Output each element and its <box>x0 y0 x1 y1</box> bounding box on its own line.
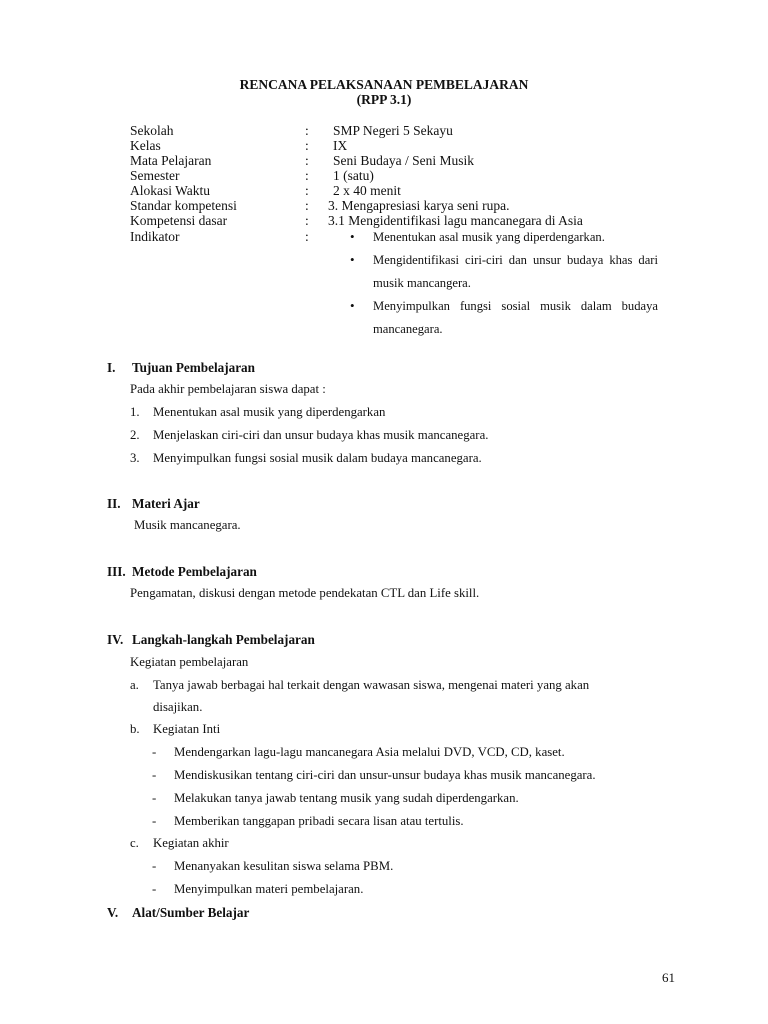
item-text: Menyimpulkan fungsi sosial musik dalam budaya mancanegara. <box>153 451 482 465</box>
section-title: Alat/Sumber Belajar <box>132 905 250 920</box>
langkah-intro: Kegiatan pembelajaran <box>130 655 249 669</box>
item-number: 2. <box>130 428 140 442</box>
item-text: Memberikan tanggapan pribadi secara lisan atau tertulis. <box>174 814 464 828</box>
colon: : <box>305 153 309 168</box>
colon: : <box>305 213 309 228</box>
section-heading-alat <box>107 905 249 921</box>
section-title: Materi Ajar <box>132 496 200 511</box>
section-number: I. <box>107 360 116 375</box>
identity-value: 3. Mengapresiasi karya seni rupa. <box>328 198 510 213</box>
item-text: Menanyakan kesulitan siswa selama PBM. <box>174 859 394 873</box>
materi-text: Musik mancanegara. <box>134 518 241 532</box>
item-text: Melakukan tanya jawab tentang musik yang sudah diperdengarkan. <box>174 791 519 805</box>
identity-value: Seni Budaya / Seni Musik <box>333 153 474 168</box>
section-title: Metode Pembelajaran <box>132 564 257 579</box>
colon: : <box>305 183 309 198</box>
colon: : <box>305 229 309 244</box>
identity-label: Semester <box>130 168 180 183</box>
identity-label: Kelas <box>130 138 161 153</box>
metode-text: Pengamatan, diskusi dengan metode pendekatan CTL dan Life skill. <box>130 586 480 600</box>
colon: : <box>305 168 309 183</box>
identity-value: IX <box>333 138 348 153</box>
identity-label: Standar kompetensi <box>130 198 237 213</box>
item-number: 1. <box>130 405 140 419</box>
section-heading-langkah <box>107 632 315 648</box>
identity-label: Kompetensi dasar <box>130 213 228 228</box>
document-code: (RPP 3.1) <box>356 92 412 107</box>
identity-value: 2 x 40 menit <box>333 183 401 198</box>
identity-label: Alokasi Waktu <box>130 183 211 198</box>
item-number: 3. <box>130 451 140 465</box>
bullet-icon: • <box>350 229 355 244</box>
identity-label: Mata Pelajaran <box>130 153 212 168</box>
indicator-item: Menentukan asal musik yang diperdengarkan. <box>373 230 605 244</box>
section-title: Tujuan Pembelajaran <box>132 360 255 375</box>
dash-icon: - <box>152 882 157 896</box>
bullet-icon: • <box>350 252 355 267</box>
dash-icon: - <box>152 814 157 828</box>
section-number: II. <box>107 496 121 511</box>
indicator-item: Mengidentifikasi ciri-ciri dan unsur budaya khas dari musik mancangera. <box>373 253 658 290</box>
item-text: Menjelaskan ciri-ciri dan unsur budaya khas musik mancanegara. <box>153 428 489 442</box>
dash-icon: - <box>152 791 157 805</box>
section-title: Langkah-langkah Pembelajaran <box>132 632 315 647</box>
item-text: Kegiatan akhir <box>153 836 229 850</box>
colon: : <box>305 138 309 153</box>
item-text: Menentukan asal musik yang diperdengarkan <box>153 405 386 419</box>
item-text: Tanya jawab berbagai hal terkait dengan wawasan siswa, mengenai materi yang akan <box>153 678 590 692</box>
identity-label: Indikator <box>130 229 180 244</box>
identity-label: Sekolah <box>130 123 174 138</box>
item-letter: b. <box>130 722 140 736</box>
identity-value: SMP Negeri 5 Sekayu <box>333 123 453 138</box>
indicator-item: Menyimpulkan fungsi sosial musik dalam budaya mancanegara. <box>373 299 658 336</box>
page-number: 61 <box>662 970 675 985</box>
section-heading-materi <box>107 496 200 512</box>
colon: : <box>305 123 309 138</box>
identity-value: 1 (satu) <box>333 168 374 183</box>
identity-value: 3.1 Mengidentifikasi lagu mancanegara di Asia <box>328 213 583 228</box>
dash-icon: - <box>152 859 157 873</box>
dash-icon: - <box>152 768 157 782</box>
colon: : <box>305 198 309 213</box>
item-letter: a. <box>130 678 139 692</box>
item-letter: c. <box>130 836 139 850</box>
item-text: Kegiatan Inti <box>153 722 221 736</box>
section-heading-tujuan <box>107 360 255 376</box>
bullet-icon: • <box>350 298 355 313</box>
item-text: Menyimpulkan materi pembelajaran. <box>174 882 364 896</box>
tujuan-intro: Pada akhir pembelajaran siswa dapat : <box>130 382 326 396</box>
section-number: IV. <box>107 632 124 647</box>
dash-icon: - <box>152 745 157 759</box>
section-heading-metode <box>107 564 257 580</box>
document-title: RENCANA PELAKSANAAN PEMBELAJARAN <box>239 77 529 92</box>
item-text: Mendiskusikan tentang ciri-ciri dan unsur-unsur budaya khas musik mancanegara. <box>174 768 596 782</box>
section-number: V. <box>107 905 119 920</box>
section-number: III. <box>107 564 126 579</box>
item-text: disajikan. <box>153 700 203 714</box>
item-text: Mendengarkan lagu-lagu mancanegara Asia melalui DVD, VCD, CD, kaset. <box>174 745 565 759</box>
